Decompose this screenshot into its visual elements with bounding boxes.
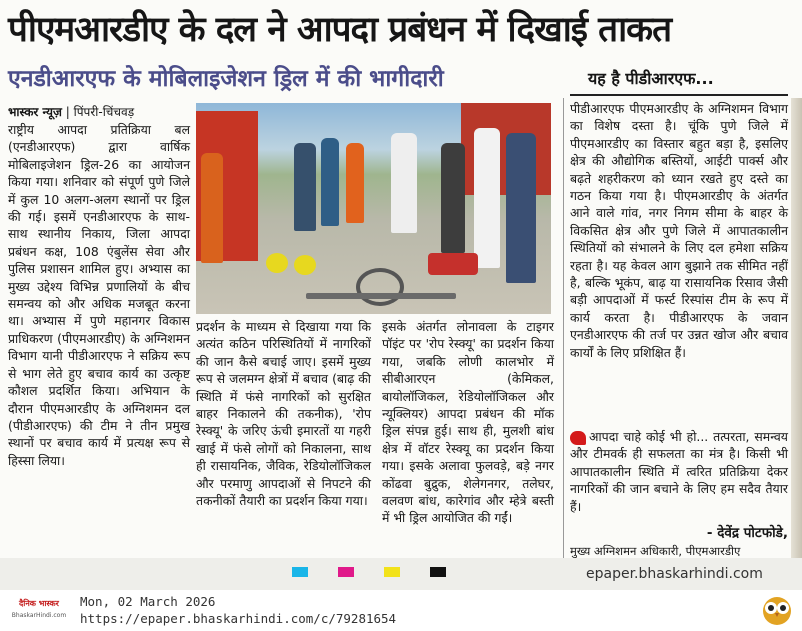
rescuer-figure [294,143,316,231]
quote-text: आपदा चाहे कोई भी हो... तत्परता, समन्वय और टीमवर्क ही सफलता का मंत्र है। किसी भी आपातकालीन स्थिति में त्वरित प्रतिक्रिया देकर नागरिकों की जान बचाने के लिए हम सदैव तैयार हैं। [570,429,788,514]
sidebar-quote [570,428,788,515]
registration-marks [290,565,530,579]
epaper-site-watermark: epaper.bhaskarhindi.com [586,566,763,582]
sidebar-title: यह है पीडीआरएफ... [588,69,714,88]
helmet [294,255,316,275]
dainik-bhaskar-logo[interactable] [10,598,68,624]
official-figure [474,128,500,268]
rescue-tool [428,253,478,275]
helmet [266,253,288,273]
rescuer-figure [321,138,339,226]
logo-sub-text: BhaskarHindi.com [11,612,67,619]
quote-mark-icon [570,431,586,445]
article-column-2: प्रदर्शन के माध्यम से दिखाया गया कि अत्यंत कठिन परिस्थितियों में नागरिकों की जान कैसे बचाई जाए। इसमें मुख्य रूप से जलमग्न क्षेत्रों में बचाव (बाढ़ की स्थिति में फंसे नागरिकों को सुरक्षित बाहर निकालने की तकनीक), 'रोप रेस्क्यू' के जरिए ऊंची इमारतों या गहरी खाई में फंसे लोगों को निकालना, साथ ही रासायनिक, जैविक, रेडियोलॉजिकल और परमाणु आपदाओं से निपटने की तकनीकों तैयारी का प्रदर्शन किया गया। [196,319,371,509]
official-figure [391,133,417,233]
quote-author-role: मुख्य अग्निशमन अधिकारी, पीएमआरडीए [570,544,741,558]
rope-coil [356,268,404,306]
sidebar-body: पीडीआरएफ पीएमआरडीए के अग्निशमन विभाग का विशेष दस्ता है। चूंकि पुणे जिले में पीएमआरडीए का विस्तार बहुत बड़ा है, इसलिए क्षेत्र की औद्योगिक बस्तियों, आईटी पार्क्स और बढ़ते शहरीकरण को ध्यान रखते हुए दस्ते का गठन किया गया है। पीएमआरडीए के अंतर्गत आने वाले गांव, नगर निगम सीमा के बाहर के विकसित क्षेत्र और पुणे जिले में आपातकालीन स्थितियों को संभालने के लिए दल हमेशा सक्रिय रहता है। यह केवल आग बुझाने तक सीमित नहीं है, बल्कि भूकंप, बाढ़ या रासायनिक रिसाव जैसी बड़ी आपदाओं में फर्स्ट रिस्पांस टीम के रूप में कार्य करता है। पीडीआरएफ के जवान एनडीआरएफ की तर्ज पर उन्नत खोज और बचाव कार्यों के लिए प्रशिक्षित हैं। [570,101,788,360]
article-column-3: इसके अंतर्गत लोनावला के टाइगर पॉइंट पर 'रोप रेस्क्यू' का प्रदर्शन किया गया, जबकि लोणी कालभोर में सीबीआरएन (केमिकल, बायोलॉजिकल, रेडियोलॉजिकल और न्यूक्लियर) आपदा प्रबंधन की मॉक ड्रिल संपन्न हुई। साथ ही, मुलशी बांध क्षेत्र में वॉटर रेस्क्यू का प्रदर्शन किया गया। इसके अलावा फुलवड़े, बड़े नगर कोंढवा बुद्रुक, शेलेगनगर, तलेघर, वलवण बांध, कारेगांव और म्हेत्रे बस्ती में भी ड्रिल आयोजित की गईं। [382,319,554,526]
quote-author: - देवेंद्र पोटफोडे, [706,525,788,541]
official-figure [506,133,536,283]
byline-separator: | [65,105,74,119]
sidebar-rule [570,94,788,96]
official-figure [441,143,465,253]
page-edge [791,98,802,558]
byline-source: भास्कर न्यूज़ [8,105,62,119]
rescue-tool [306,293,456,299]
footer-url[interactable]: https://epaper.bhaskarhindi.com/c/79281654 [80,611,397,626]
byline [8,104,134,120]
byline-place: पिंपरी-चिंचवड़ [73,105,135,119]
subheadline: एनडीआरएफ के मोबिलाइजेशन ड्रिल में की भागीदारी [8,66,444,92]
article-column-1: राष्ट्रीय आपदा प्रतिक्रिया बल (एनडीआरएफ) द्वारा वार्षिक मोबिलाइजेशन ड्रिल-26 का आयोजन किया गया। शनिवार को संपूर्ण पुणे जिले में कुल 10 अलग-अलग स्थानों पर ड्रिल की गई। इसमें एनडीआरएफ के साथ-साथ स्थानीय निकाय, जिला आपदा प्रबंधन कक्ष, 108 एंबुलेंस सेवा और पुलिस प्रशासन शामिल हुए। अभ्यास का मुख्य उद्देश्य विभिन्न प्रणालियों के बीच समन्वय को और अधिक मजबूत करना था। अभ्यास में पुणे महानगर विकास प्राधिकरण (पीएमआरडीए) के अग्निशमन विभाग यानी पीडीआरएफ ने सक्रिय रूप से भाग लेते हुए बचाव कार्य का उत्कृष्ट कौशल प्रदर्शित किया। अभियान के दौरान पीएमआरडीए के अग्निशमन दल (पीडीआरएफ) की टीम ने तीन प्रमुख स्थानों पर बचाव कार्य में प्रत्यक्ष रूप से हिस्सा लिया। [8,122,190,468]
owl-mascot-icon [760,594,794,626]
rescue-drill-photo [196,103,551,314]
logo-main-text: दैनिक भास्कर [19,599,59,608]
headline: पीएमआरडीए के दल ने आपदा प्रबंधन में दिखाई ताकत [8,10,672,50]
rescuer-figure [201,153,223,263]
column-divider [563,98,564,558]
rescuer-figure [346,143,364,223]
footer-date: Mon, 02 March 2026 [80,594,216,609]
